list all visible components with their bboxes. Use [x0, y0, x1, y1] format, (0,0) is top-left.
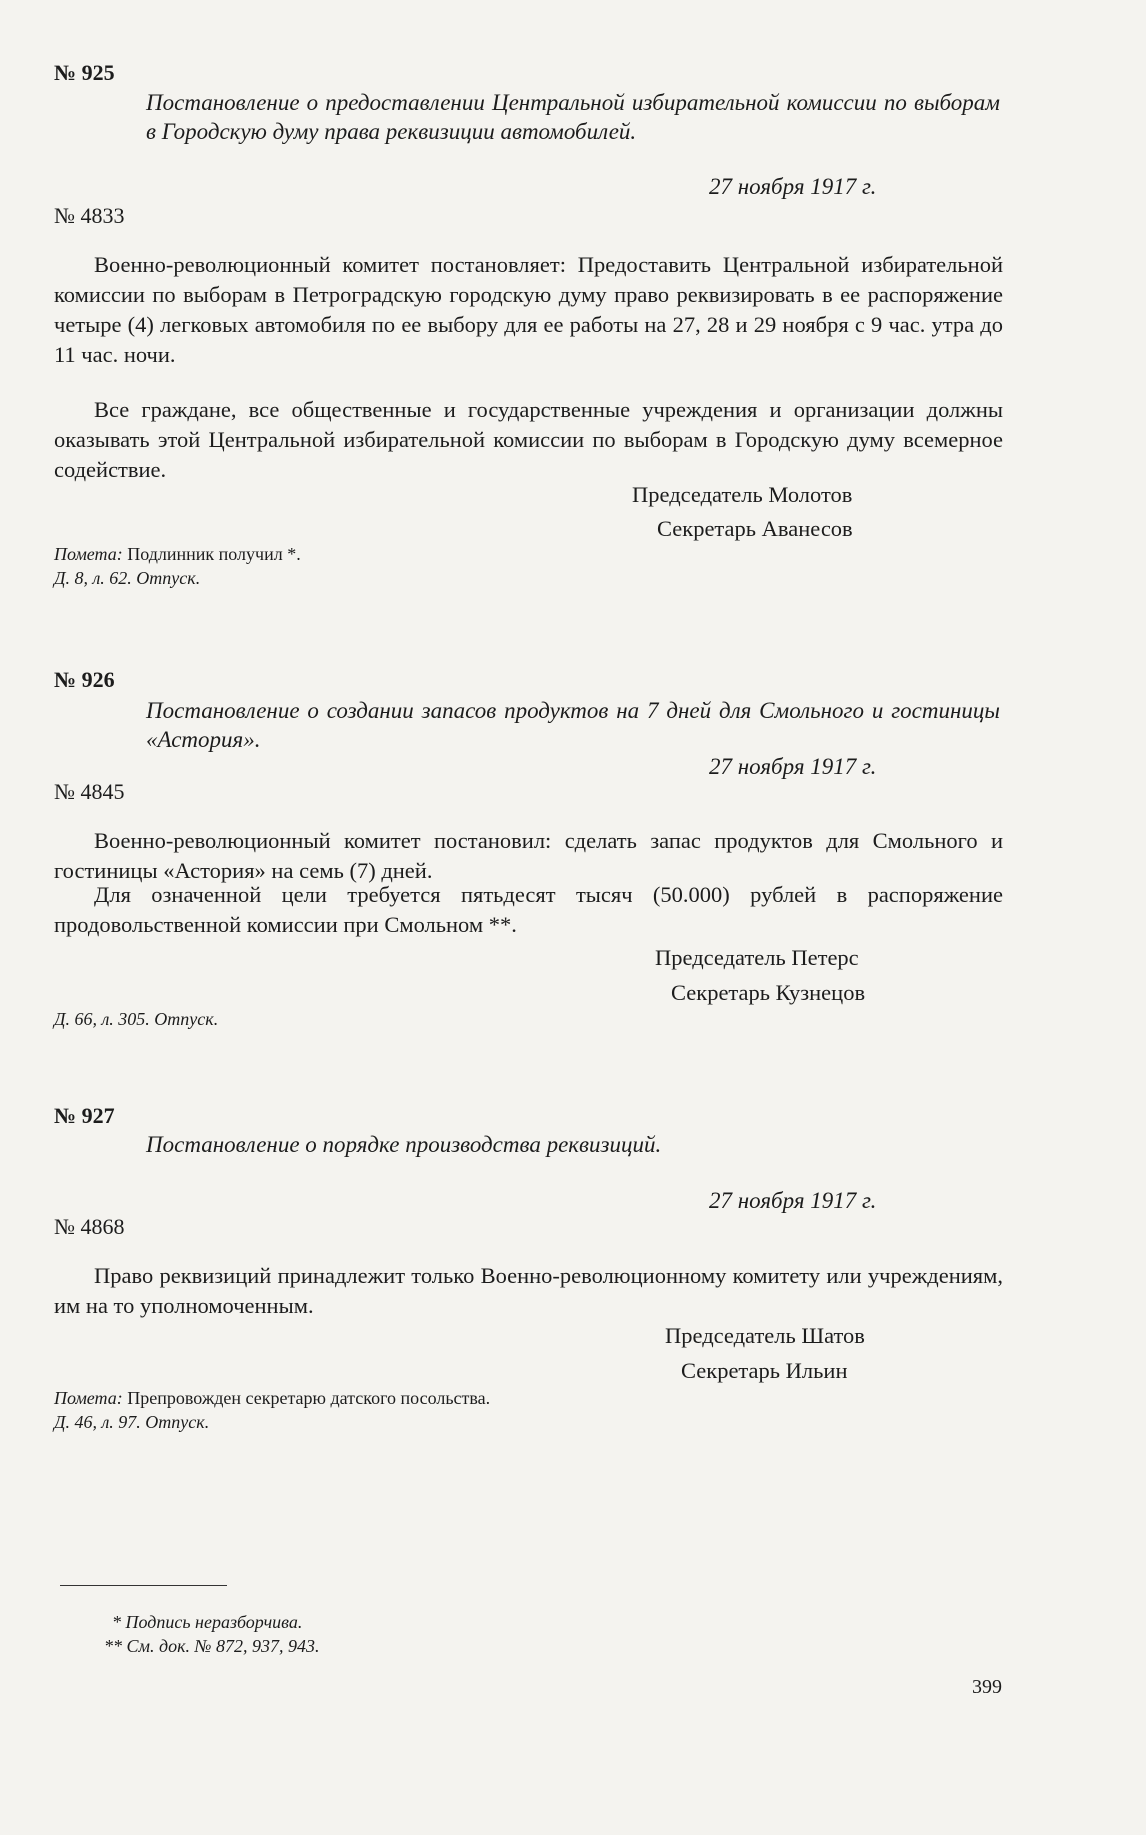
note-label: Помета:: [54, 544, 123, 564]
doc-date: 27 ноября 1917 г.: [709, 1188, 877, 1213]
signature-secretary: Секретарь Кузнецов: [671, 980, 866, 1005]
note: [54, 1388, 490, 1409]
archive-ref: Д. 8, л. 62. Отпуск.: [54, 568, 201, 588]
doc-title: Постановление о предоставлении Центральной избирательной комиссии по выборам в Городскую думу права реквизиции автомобилей.: [146, 90, 1000, 144]
doc-date: 27 ноября 1917 г.: [709, 174, 877, 199]
note-text: Препровожден секретарю датского посольства.: [127, 1388, 491, 1408]
paragraph: Все граждане, все общественные и государственные учреждения и организации должны оказывать этой Центральной избирательной комиссии по выборам в Городскую думу всемерное содействие.: [54, 397, 1003, 482]
paragraph: Военно-революционный комитет постановил: сделать запас продуктов для Смольного и гостиницы «Астория» на семь (7) дней.: [54, 828, 1003, 883]
doc-number: № 927: [54, 1103, 115, 1128]
signature-secretary: Секретарь Аванесов: [657, 516, 853, 541]
footnote: ** См. док. № 872, 937, 943.: [104, 1636, 320, 1656]
archive-ref: Д. 66, л. 305. Отпуск.: [54, 1009, 219, 1029]
footnote-divider: [60, 1585, 227, 1586]
doc-reg-number: № 4845: [54, 779, 125, 804]
note-text: Подлинник получил *.: [127, 544, 301, 564]
doc-title: Постановление о создании запасов продуктов на 7 дней для Смольного и гостиницы «Астория».: [146, 698, 1000, 752]
doc-number: № 925: [54, 60, 115, 85]
note-label: Помета:: [54, 1388, 123, 1408]
paragraph: Для означенной цели требуется пятьдесят тысяч (50.000) рублей в распоряжение продовольственной комиссии при Смольном **.: [54, 882, 1003, 937]
doc-reg-number: № 4833: [54, 203, 125, 228]
footnote: * Подпись неразборчива.: [112, 1612, 303, 1632]
signature-chairman: Председатель Молотов: [632, 482, 853, 507]
doc-reg-number: № 4868: [54, 1214, 125, 1239]
paragraph: Военно-революционный комитет постановляет: Предоставить Центральной избирательной комиссии по выборам в Петроградскую городскую думу право реквизировать в ее распоряжение четыре (4) легковых автомобиля по ее выбору для ее работы на 27, 28 и 29 ноября с 9 час. утра до 11 час. ночи.: [54, 252, 1003, 367]
archive-ref: Д. 46, л. 97. Отпуск.: [54, 1412, 210, 1432]
signature-secretary: Секретарь Ильин: [681, 1358, 848, 1383]
doc-number: № 926: [54, 667, 115, 692]
signature-chairman: Председатель Петерс: [655, 945, 859, 970]
paragraph: Право реквизиций принадлежит только Военно-революционному комитету или учреждениям, им на то уполномоченным.: [54, 1263, 1003, 1318]
signature-chairman: Председатель Шатов: [665, 1323, 865, 1348]
page-number: 399: [972, 1676, 1002, 1698]
note: [54, 544, 301, 565]
doc-date: 27 ноября 1917 г.: [709, 754, 877, 779]
doc-title: Постановление о порядке производства реквизиций.: [146, 1132, 662, 1157]
